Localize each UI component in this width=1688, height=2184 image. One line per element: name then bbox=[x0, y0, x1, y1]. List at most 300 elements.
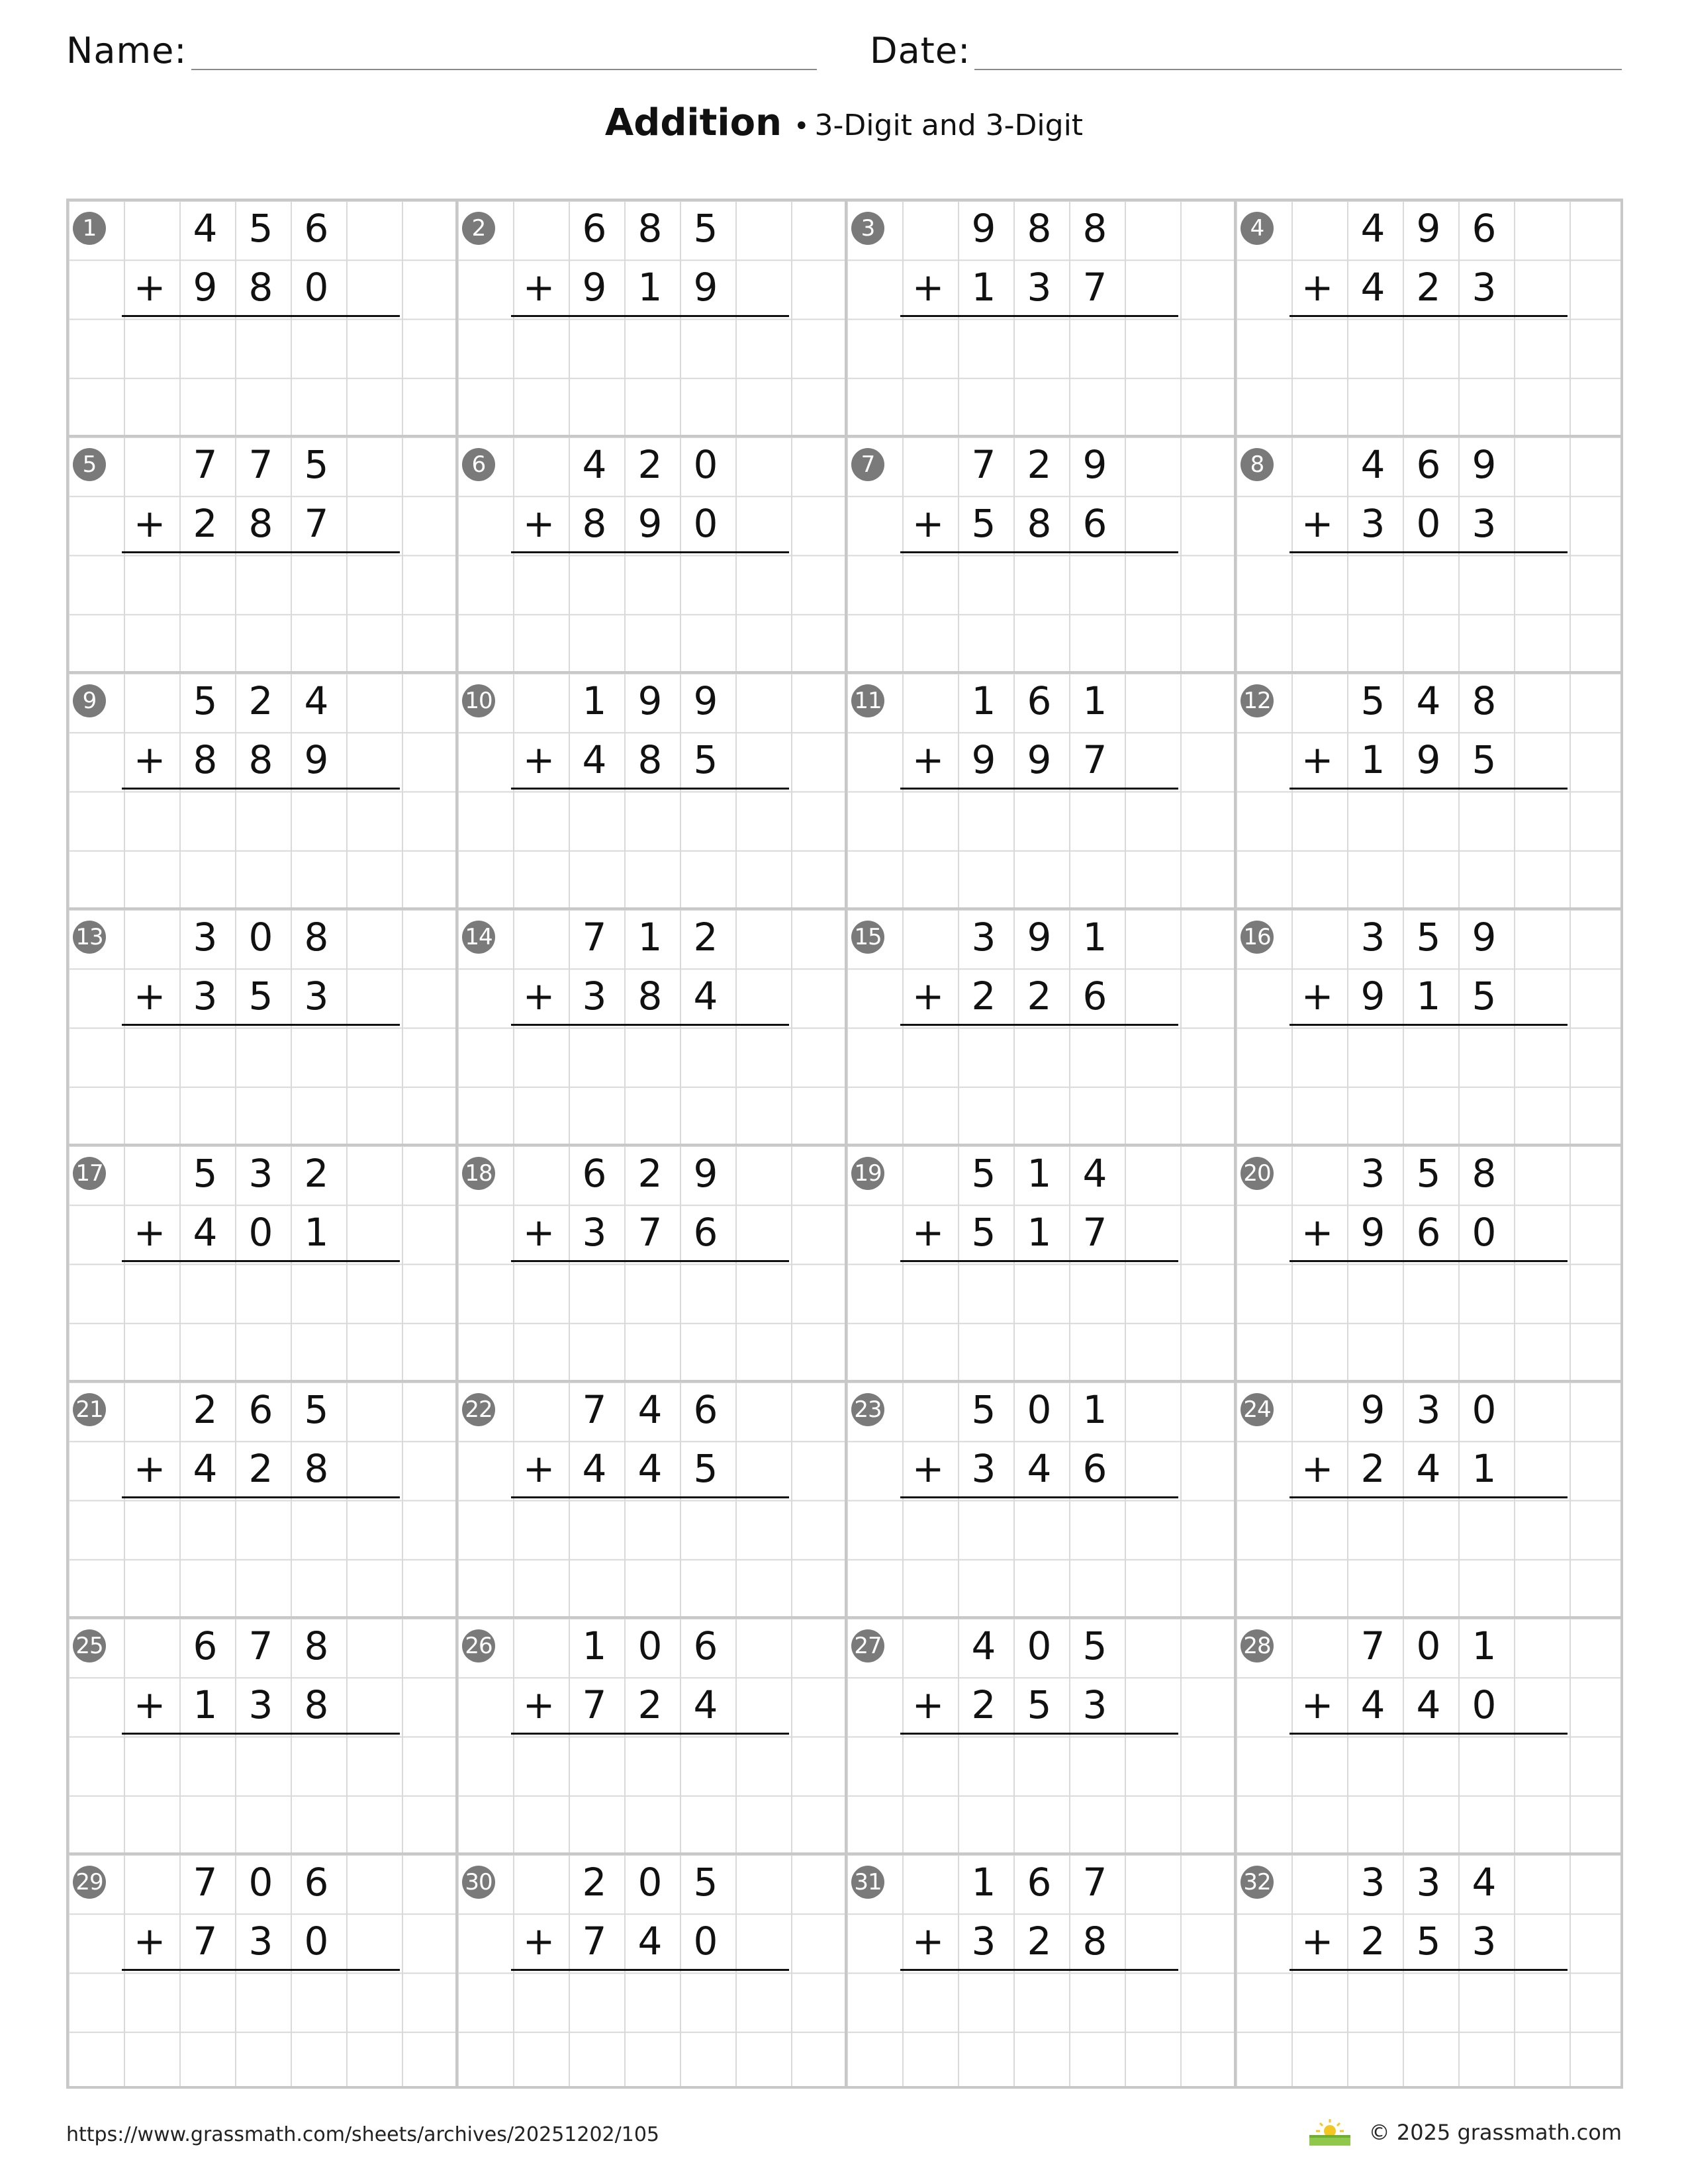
addend-bottom-digit: 8 bbox=[582, 500, 607, 546]
plus-sign: + bbox=[912, 1682, 945, 1727]
addend-bottom-digit: 9 bbox=[304, 737, 329, 782]
addend-top-digit: 7 bbox=[193, 1859, 218, 1905]
addend-top-digit: 0 bbox=[248, 914, 273, 960]
plus-sign: + bbox=[1301, 973, 1334, 1019]
addend-top-digit: 0 bbox=[248, 1859, 273, 1905]
addend-top-digit: 6 bbox=[1027, 1859, 1052, 1905]
problem-divider-vertical bbox=[845, 435, 847, 671]
addend-bottom-digit: 6 bbox=[1082, 1445, 1107, 1491]
problem-number-badge: 19 bbox=[851, 1157, 884, 1190]
footer-copyright: © 2025 grassmath.com bbox=[1368, 2120, 1622, 2145]
addend-top-digit: 6 bbox=[248, 1387, 273, 1432]
problem-divider-vertical bbox=[845, 907, 847, 1144]
problem-number-badge: 6 bbox=[462, 448, 495, 481]
answer-line[interactable] bbox=[1289, 788, 1568, 790]
addend-top-digit: 7 bbox=[582, 1387, 607, 1432]
problem-9 bbox=[66, 671, 455, 907]
plus-sign: + bbox=[912, 1918, 945, 1964]
addend-top-digit: 0 bbox=[637, 1623, 663, 1668]
addend-bottom-digit: 9 bbox=[1360, 1209, 1385, 1255]
addend-top-digit: 0 bbox=[1027, 1387, 1052, 1432]
addend-bottom-digit: 1 bbox=[971, 264, 996, 310]
name-label: Name: bbox=[66, 30, 187, 71]
problem-number-badge: 26 bbox=[462, 1629, 495, 1662]
problem-divider-vertical bbox=[455, 907, 458, 1144]
addend-bottom-digit: 3 bbox=[1472, 264, 1497, 310]
addend-top-digit: 3 bbox=[1360, 914, 1385, 960]
addend-bottom-digit: 0 bbox=[693, 500, 718, 546]
problem-11 bbox=[845, 671, 1234, 907]
answer-line[interactable] bbox=[511, 551, 789, 553]
problem-divider-vertical bbox=[1234, 1616, 1237, 1852]
answer-line[interactable] bbox=[1289, 1260, 1568, 1262]
problem-divider-vertical bbox=[455, 1852, 458, 2089]
addend-bottom-digit: 8 bbox=[637, 737, 663, 782]
problem-divider-vertical bbox=[1234, 1144, 1237, 1380]
addend-bottom-digit: 5 bbox=[971, 1209, 996, 1255]
addend-top-digit: 8 bbox=[304, 1623, 329, 1668]
addend-top-digit: 2 bbox=[637, 441, 663, 487]
problem-26 bbox=[455, 1616, 845, 1852]
problem-number-badge: 11 bbox=[851, 684, 884, 717]
addend-bottom-digit: 2 bbox=[1360, 1918, 1385, 1964]
addend-bottom-digit: 4 bbox=[637, 1445, 663, 1491]
problem-number-badge: 12 bbox=[1241, 684, 1274, 717]
addend-top-digit: 5 bbox=[304, 441, 329, 487]
answer-line[interactable] bbox=[122, 1496, 400, 1498]
addend-bottom-digit: 1 bbox=[193, 1682, 218, 1727]
problem-17 bbox=[66, 1144, 455, 1380]
addend-top-digit: 4 bbox=[304, 678, 329, 723]
addend-top-digit: 5 bbox=[1360, 678, 1385, 723]
addend-bottom-digit: 4 bbox=[1360, 264, 1385, 310]
addend-bottom-digit: 4 bbox=[193, 1209, 218, 1255]
sun-over-grass-icon bbox=[1307, 2115, 1353, 2150]
problem-number-badge: 28 bbox=[1241, 1629, 1274, 1662]
answer-line[interactable] bbox=[122, 551, 400, 553]
addend-top-digit: 1 bbox=[582, 678, 607, 723]
problem-18 bbox=[455, 1144, 845, 1380]
answer-line[interactable] bbox=[900, 551, 1178, 553]
answer-line[interactable] bbox=[122, 315, 400, 317]
addend-bottom-digit: 4 bbox=[1360, 1682, 1385, 1727]
plus-sign: + bbox=[522, 973, 555, 1019]
addend-bottom-digit: 2 bbox=[193, 500, 218, 546]
problem-30 bbox=[455, 1852, 845, 2089]
addend-top-digit: 5 bbox=[971, 1387, 996, 1432]
problem-4 bbox=[1234, 199, 1623, 435]
plus-sign: + bbox=[522, 737, 555, 782]
title-subtitle: 3-Digit and 3-Digit bbox=[814, 109, 1084, 142]
answer-line[interactable] bbox=[511, 788, 789, 790]
addend-top-digit: 6 bbox=[1472, 205, 1497, 251]
addend-bottom-digit: 9 bbox=[582, 264, 607, 310]
addend-top-digit: 8 bbox=[1027, 205, 1052, 251]
name-line[interactable] bbox=[191, 69, 817, 70]
problem-number-badge: 7 bbox=[851, 448, 884, 481]
plus-sign: + bbox=[1301, 1209, 1334, 1255]
answer-line[interactable] bbox=[900, 788, 1178, 790]
addend-top-digit: 4 bbox=[971, 1623, 996, 1668]
addend-top-digit: 6 bbox=[193, 1623, 218, 1668]
addend-bottom-digit: 0 bbox=[1472, 1209, 1497, 1255]
plus-sign: + bbox=[522, 1209, 555, 1255]
problem-32 bbox=[1234, 1852, 1623, 2089]
answer-line[interactable] bbox=[511, 315, 789, 317]
plus-sign: + bbox=[912, 264, 945, 310]
problem-14 bbox=[455, 907, 845, 1144]
addend-bottom-digit: 2 bbox=[1027, 1918, 1052, 1964]
addend-top-digit: 9 bbox=[1027, 914, 1052, 960]
addend-bottom-digit: 8 bbox=[248, 737, 273, 782]
answer-line[interactable] bbox=[122, 788, 400, 790]
problem-number-badge: 27 bbox=[851, 1629, 884, 1662]
problem-number-badge: 22 bbox=[462, 1393, 495, 1426]
addend-top-digit: 5 bbox=[693, 205, 718, 251]
problem-divider-vertical bbox=[1234, 435, 1237, 671]
addend-top-digit: 1 bbox=[637, 914, 663, 960]
addend-top-digit: 9 bbox=[1472, 914, 1497, 960]
problem-number-badge: 25 bbox=[73, 1629, 106, 1662]
addend-top-digit: 5 bbox=[1082, 1623, 1107, 1668]
answer-line[interactable] bbox=[900, 1733, 1178, 1735]
addend-top-digit: 0 bbox=[1472, 1387, 1497, 1432]
addend-top-digit: 9 bbox=[693, 678, 718, 723]
addend-top-digit: 4 bbox=[193, 205, 218, 251]
addend-top-digit: 6 bbox=[693, 1387, 718, 1432]
answer-line[interactable] bbox=[122, 1969, 400, 1971]
addend-top-digit: 7 bbox=[1082, 1859, 1107, 1905]
answer-line[interactable] bbox=[1289, 551, 1568, 553]
addend-top-digit: 5 bbox=[193, 1150, 218, 1196]
addend-bottom-digit: 8 bbox=[248, 264, 273, 310]
addend-top-digit: 6 bbox=[304, 205, 329, 251]
problem-number-badge: 5 bbox=[73, 448, 106, 481]
addend-bottom-digit: 8 bbox=[248, 500, 273, 546]
addend-bottom-digit: 4 bbox=[582, 1445, 607, 1491]
answer-line[interactable] bbox=[1289, 315, 1568, 317]
addend-bottom-digit: 2 bbox=[1027, 973, 1052, 1019]
addend-top-digit: 5 bbox=[971, 1150, 996, 1196]
addend-top-digit: 6 bbox=[304, 1859, 329, 1905]
addend-top-digit: 0 bbox=[1416, 1623, 1441, 1668]
addend-bottom-digit: 3 bbox=[193, 973, 218, 1019]
addend-bottom-digit: 1 bbox=[304, 1209, 329, 1255]
addend-bottom-digit: 9 bbox=[1416, 737, 1441, 782]
problem-1 bbox=[66, 199, 455, 435]
plus-sign: + bbox=[912, 973, 945, 1019]
title-separator: • bbox=[793, 111, 810, 142]
addend-top-digit: 6 bbox=[582, 1150, 607, 1196]
problem-12 bbox=[1234, 671, 1623, 907]
addend-bottom-digit: 9 bbox=[1360, 973, 1385, 1019]
problem-number-badge: 31 bbox=[851, 1866, 884, 1899]
plus-sign: + bbox=[912, 1209, 945, 1255]
problem-number-badge: 13 bbox=[73, 921, 106, 954]
plus-sign: + bbox=[1301, 264, 1334, 310]
addend-top-digit: 1 bbox=[971, 678, 996, 723]
addend-bottom-digit: 7 bbox=[582, 1918, 607, 1964]
problem-24 bbox=[1234, 1380, 1623, 1616]
addend-top-digit: 8 bbox=[1082, 205, 1107, 251]
problem-number-badge: 8 bbox=[1241, 448, 1274, 481]
addend-top-digit: 9 bbox=[1082, 441, 1107, 487]
addend-bottom-digit: 5 bbox=[1027, 1682, 1052, 1727]
addend-bottom-digit: 0 bbox=[304, 1918, 329, 1964]
addend-top-digit: 9 bbox=[1360, 1387, 1385, 1432]
addend-bottom-digit: 5 bbox=[693, 1445, 718, 1491]
addend-bottom-digit: 8 bbox=[637, 973, 663, 1019]
addend-bottom-digit: 6 bbox=[1416, 1209, 1441, 1255]
addend-bottom-digit: 4 bbox=[1027, 1445, 1052, 1491]
answer-line[interactable] bbox=[122, 1024, 400, 1026]
plus-sign: + bbox=[522, 1682, 555, 1727]
date-line[interactable] bbox=[974, 69, 1622, 70]
addend-top-digit: 9 bbox=[971, 205, 996, 251]
addend-top-digit: 9 bbox=[1472, 441, 1497, 487]
addend-bottom-digit: 0 bbox=[1472, 1682, 1497, 1727]
addend-top-digit: 4 bbox=[1416, 678, 1441, 723]
problem-divider-vertical bbox=[455, 199, 458, 435]
addend-top-digit: 3 bbox=[193, 914, 218, 960]
answer-line[interactable] bbox=[1289, 1496, 1568, 1498]
addend-top-digit: 1 bbox=[1027, 1150, 1052, 1196]
plus-sign: + bbox=[912, 1445, 945, 1491]
addend-top-digit: 4 bbox=[1360, 441, 1385, 487]
addend-bottom-digit: 5 bbox=[1472, 737, 1497, 782]
problem-23 bbox=[845, 1380, 1234, 1616]
addend-bottom-digit: 4 bbox=[1416, 1682, 1441, 1727]
problem-divider-vertical bbox=[1234, 199, 1237, 435]
addend-top-digit: 4 bbox=[582, 441, 607, 487]
problem-divider-vertical bbox=[455, 671, 458, 907]
footer-url: https://www.grassmath.com/sheets/archives/20251202/105 bbox=[66, 2123, 660, 2146]
addend-bottom-digit: 3 bbox=[971, 1445, 996, 1491]
problem-19 bbox=[845, 1144, 1234, 1380]
problem-divider-vertical bbox=[1234, 907, 1237, 1144]
problem-3 bbox=[845, 199, 1234, 435]
problem-grid bbox=[66, 199, 1623, 2089]
problem-number-badge: 4 bbox=[1241, 212, 1274, 245]
problem-divider-vertical bbox=[845, 1616, 847, 1852]
problem-2 bbox=[455, 199, 845, 435]
addend-top-digit: 4 bbox=[637, 1387, 663, 1432]
plus-sign: + bbox=[522, 1918, 555, 1964]
answer-line[interactable] bbox=[122, 1733, 400, 1735]
addend-top-digit: 2 bbox=[248, 678, 273, 723]
problem-number-badge: 24 bbox=[1241, 1393, 1274, 1426]
addend-top-digit: 4 bbox=[1360, 205, 1385, 251]
answer-line[interactable] bbox=[1289, 1024, 1568, 1026]
problem-13 bbox=[66, 907, 455, 1144]
addend-top-digit: 1 bbox=[1082, 1387, 1107, 1432]
name-field[interactable] bbox=[66, 25, 817, 71]
plus-sign: + bbox=[1301, 1445, 1334, 1491]
addend-top-digit: 8 bbox=[1472, 678, 1497, 723]
problem-6 bbox=[455, 435, 845, 671]
addend-bottom-digit: 7 bbox=[582, 1682, 607, 1727]
problem-number-badge: 32 bbox=[1241, 1866, 1274, 1899]
plus-sign: + bbox=[133, 1918, 166, 1964]
addend-bottom-digit: 3 bbox=[248, 1918, 273, 1964]
problem-number-badge: 2 bbox=[462, 212, 495, 245]
addend-bottom-digit: 6 bbox=[1082, 973, 1107, 1019]
addend-top-digit: 5 bbox=[193, 678, 218, 723]
problem-number-badge: 20 bbox=[1241, 1157, 1274, 1190]
addend-bottom-digit: 7 bbox=[304, 500, 329, 546]
addend-top-digit: 7 bbox=[1360, 1623, 1385, 1668]
addend-bottom-digit: 6 bbox=[1082, 500, 1107, 546]
addend-top-digit: 3 bbox=[1416, 1859, 1441, 1905]
addend-top-digit: 3 bbox=[248, 1150, 273, 1196]
addend-top-digit: 8 bbox=[1472, 1150, 1497, 1196]
problem-divider-vertical bbox=[1234, 1852, 1237, 2089]
addend-top-digit: 9 bbox=[1416, 205, 1441, 251]
plus-sign: + bbox=[133, 1445, 166, 1491]
addend-top-digit: 1 bbox=[1472, 1623, 1497, 1668]
addend-top-digit: 5 bbox=[1416, 914, 1441, 960]
problem-divider-vertical bbox=[455, 1380, 458, 1616]
addend-bottom-digit: 9 bbox=[693, 264, 718, 310]
addend-bottom-digit: 1 bbox=[1360, 737, 1385, 782]
answer-line[interactable] bbox=[900, 315, 1178, 317]
addend-bottom-digit: 3 bbox=[582, 1209, 607, 1255]
answer-line[interactable] bbox=[900, 1024, 1178, 1026]
addend-bottom-digit: 3 bbox=[971, 1918, 996, 1964]
addend-top-digit: 2 bbox=[1027, 441, 1052, 487]
addend-top-digit: 0 bbox=[693, 441, 718, 487]
addend-top-digit: 7 bbox=[248, 441, 273, 487]
plus-sign: + bbox=[1301, 737, 1334, 782]
plus-sign: + bbox=[133, 1209, 166, 1255]
answer-line[interactable] bbox=[511, 1260, 789, 1262]
plus-sign: + bbox=[522, 264, 555, 310]
problem-divider-vertical bbox=[845, 1380, 847, 1616]
problem-number-badge: 16 bbox=[1241, 921, 1274, 954]
addend-bottom-digit: 7 bbox=[1082, 264, 1107, 310]
addend-top-digit: 0 bbox=[637, 1859, 663, 1905]
addend-bottom-digit: 5 bbox=[1416, 1918, 1441, 1964]
addend-top-digit: 2 bbox=[304, 1150, 329, 1196]
answer-line[interactable] bbox=[122, 1260, 400, 1262]
problem-8 bbox=[1234, 435, 1623, 671]
plus-sign: + bbox=[1301, 1918, 1334, 1964]
plus-sign: + bbox=[912, 737, 945, 782]
plus-sign: + bbox=[133, 973, 166, 1019]
footer-brand bbox=[1307, 2115, 1622, 2150]
addend-top-digit: 9 bbox=[637, 678, 663, 723]
date-label: Date: bbox=[870, 30, 971, 71]
addend-bottom-digit: 3 bbox=[1472, 500, 1497, 546]
problem-27 bbox=[845, 1616, 1234, 1852]
addend-bottom-digit: 3 bbox=[1472, 1918, 1497, 1964]
addend-bottom-digit: 4 bbox=[193, 1445, 218, 1491]
problem-16 bbox=[1234, 907, 1623, 1144]
addend-top-digit: 5 bbox=[304, 1387, 329, 1432]
addend-top-digit: 2 bbox=[637, 1150, 663, 1196]
answer-line[interactable] bbox=[511, 1969, 789, 1971]
problem-number-badge: 3 bbox=[851, 212, 884, 245]
addend-bottom-digit: 3 bbox=[582, 973, 607, 1019]
title-main: Addition bbox=[604, 101, 782, 144]
plus-sign: + bbox=[133, 1682, 166, 1727]
addend-top-digit: 2 bbox=[582, 1859, 607, 1905]
addend-top-digit: 2 bbox=[693, 914, 718, 960]
answer-line[interactable] bbox=[900, 1496, 1178, 1498]
plus-sign: + bbox=[133, 737, 166, 782]
problem-divider-vertical bbox=[845, 1852, 847, 2089]
answer-line[interactable] bbox=[511, 1496, 789, 1498]
problem-number-badge: 21 bbox=[73, 1393, 106, 1426]
addend-bottom-digit: 2 bbox=[637, 1682, 663, 1727]
problem-28 bbox=[1234, 1616, 1623, 1852]
addend-top-digit: 3 bbox=[1416, 1387, 1441, 1432]
answer-line[interactable] bbox=[511, 1733, 789, 1735]
addend-bottom-digit: 3 bbox=[1082, 1682, 1107, 1727]
problem-number-badge: 30 bbox=[462, 1866, 495, 1899]
problem-7 bbox=[845, 435, 1234, 671]
addend-bottom-digit: 4 bbox=[582, 737, 607, 782]
answer-line[interactable] bbox=[900, 1969, 1178, 1971]
addend-top-digit: 6 bbox=[582, 205, 607, 251]
addend-bottom-digit: 7 bbox=[193, 1918, 218, 1964]
addend-bottom-digit: 1 bbox=[1472, 1445, 1497, 1491]
addend-top-digit: 7 bbox=[582, 914, 607, 960]
answer-line[interactable] bbox=[900, 1260, 1178, 1262]
problem-divider-vertical bbox=[845, 199, 847, 435]
answer-line[interactable] bbox=[511, 1024, 789, 1026]
problem-divider-vertical bbox=[845, 671, 847, 907]
addend-top-digit: 5 bbox=[248, 205, 273, 251]
problem-divider-vertical bbox=[1234, 671, 1237, 907]
date-field[interactable] bbox=[870, 25, 1622, 71]
problem-number-badge: 1 bbox=[73, 212, 106, 245]
addend-top-digit: 5 bbox=[1416, 1150, 1441, 1196]
addend-top-digit: 3 bbox=[1360, 1859, 1385, 1905]
plus-sign: + bbox=[1301, 500, 1334, 546]
addend-bottom-digit: 0 bbox=[1416, 500, 1441, 546]
addend-bottom-digit: 4 bbox=[1416, 1445, 1441, 1491]
addend-bottom-digit: 5 bbox=[248, 973, 273, 1019]
answer-line[interactable] bbox=[1289, 1733, 1568, 1735]
addend-top-digit: 6 bbox=[1416, 441, 1441, 487]
problem-number-badge: 18 bbox=[462, 1157, 495, 1190]
problem-divider-vertical bbox=[845, 1144, 847, 1380]
problem-divider-vertical bbox=[455, 435, 458, 671]
addend-bottom-digit: 1 bbox=[1027, 1209, 1052, 1255]
addend-bottom-digit: 6 bbox=[693, 1209, 718, 1255]
addend-bottom-digit: 3 bbox=[1360, 500, 1385, 546]
problem-number-badge: 15 bbox=[851, 921, 884, 954]
addend-bottom-digit: 9 bbox=[637, 500, 663, 546]
addend-bottom-digit: 2 bbox=[1360, 1445, 1385, 1491]
addend-top-digit: 0 bbox=[1027, 1623, 1052, 1668]
addend-top-digit: 7 bbox=[971, 441, 996, 487]
addend-bottom-digit: 4 bbox=[693, 973, 718, 1019]
problem-number-badge: 9 bbox=[73, 684, 106, 717]
plus-sign: + bbox=[133, 500, 166, 546]
addend-bottom-digit: 0 bbox=[304, 264, 329, 310]
addend-top-digit: 4 bbox=[1082, 1150, 1107, 1196]
addend-top-digit: 8 bbox=[304, 914, 329, 960]
answer-line[interactable] bbox=[1289, 1969, 1568, 1971]
addend-bottom-digit: 7 bbox=[1082, 1209, 1107, 1255]
problem-divider-vertical bbox=[455, 1144, 458, 1380]
worksheet-title bbox=[0, 101, 1688, 144]
addend-bottom-digit: 5 bbox=[693, 737, 718, 782]
addend-top-digit: 4 bbox=[1472, 1859, 1497, 1905]
addend-bottom-digit: 8 bbox=[304, 1682, 329, 1727]
